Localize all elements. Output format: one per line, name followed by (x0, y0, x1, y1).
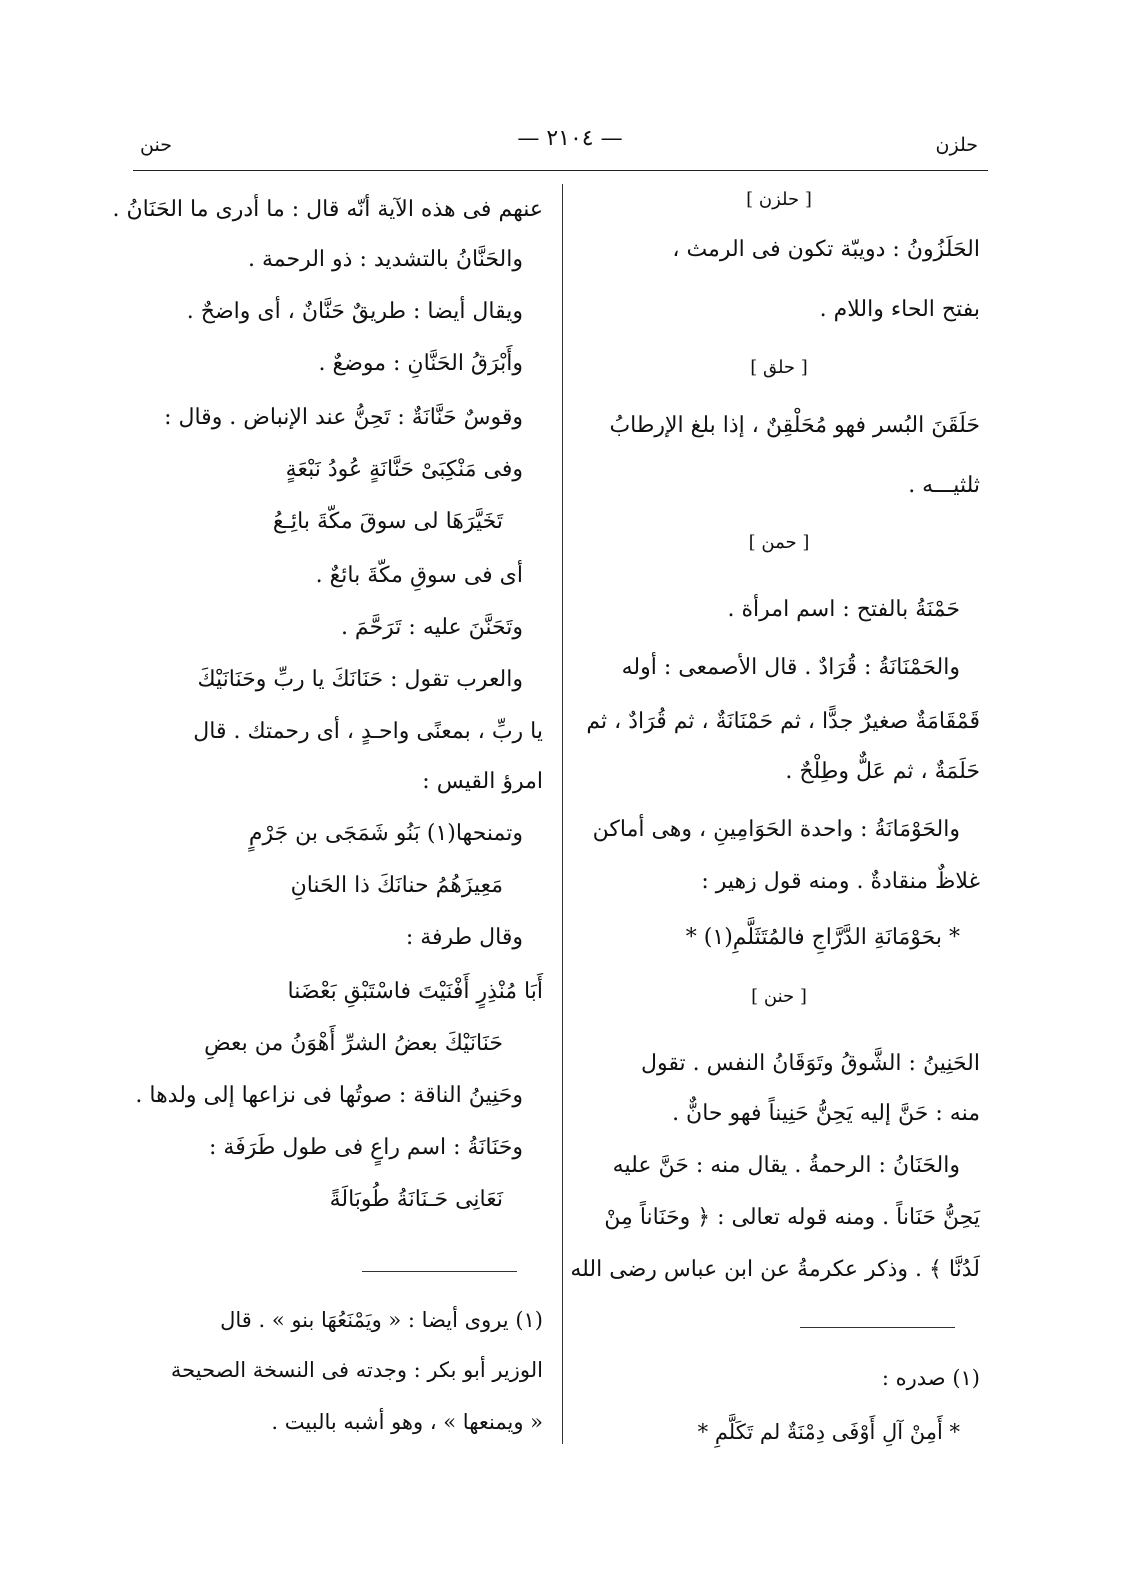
footnote-verse: * أَمِنْ آلِ أَوْفَى دِمْنَةٌ لم تَكَلَّمِ * (697, 1420, 960, 1444)
entry-heading: [ حلزن ] (746, 189, 812, 210)
text-line: وقوسٌ حَنَّانَةٌ : تَحِنُّ عند الإنباض . وقال : (164, 405, 523, 430)
verse-line: * بحَوْمَانَةِ الدَّرَّاجِ فالمُتَثَلَّمِ(١) * (685, 925, 960, 950)
text-line: والحَمْنَانَةُ : قُرَادٌ . قال الأصمعى : أوله (621, 655, 960, 680)
footnote-rule-right (800, 1327, 955, 1328)
column-separator (562, 184, 563, 1444)
text-line: الحَلَزُونُ : دويبّة تكون فى الرمث ، (672, 237, 980, 262)
text-line: وحَنِينُ الناقة : صوتُها فى نزاعها إلى ولدها . (135, 1083, 523, 1108)
text-line: ثلثيـــه . (908, 473, 980, 498)
header-entry-word-left: حنن (140, 134, 172, 156)
text-line: الحَنِينُ : الشَّوقُ وتَوَقَانُ النفس . تقول (640, 1051, 980, 1076)
verse-line: أَبَا مُنْذِرٍ أَفْنَيْتَ فاسْتَبْقِ بَعْضَنا (287, 979, 543, 1004)
text-line: غلاظٌ منقادةٌ . ومنه قول زهير : (701, 869, 980, 894)
text-line: امرؤ القيس : (422, 769, 543, 794)
footnote-line: (١) صدره : (881, 1366, 980, 1390)
entry-heading: [ حمن ] (748, 532, 810, 553)
entry-heading: [ حلق ] (750, 357, 808, 378)
verse-line: حَنَانَيْكَ بعضُ الشرِّ أَهْوَنُ من بعضِ (204, 1031, 503, 1056)
text-line: والحَنَّانُ بالتشديد : ذو الرحمة . (247, 247, 523, 272)
footnote-line: « ويمنعها » ، وهو أشبه بالبيت . (271, 1410, 543, 1434)
text-line: عنهم فى هذه الآية أنّه قال : ما أدرى ما الحَنَانُ . (112, 197, 543, 222)
page-number: — ٢١٠٤ — (517, 126, 623, 151)
verse-line: تَخَيَّرَهَا لى سوقَ مكّةَ بائِـعُ (272, 509, 503, 534)
text-line: بفتح الحاء واللام . (819, 297, 980, 322)
verse-line: مَعِيزَهُمُ حنانَكَ ذا الحَنانِ (290, 873, 503, 898)
text-line: ويقال أيضا : طريقٌ حَنَّانٌ ، أى واضحٌ . (186, 299, 523, 324)
text-line: أى فى سوقِ مكّةَ بائعٌ . (315, 563, 523, 588)
text-line: وحَنَانَةُ : اسم راعٍ فى طول طَرَفَة : (209, 1135, 523, 1160)
footnote-rule-left (362, 1271, 517, 1272)
header-entry-word-right: حلزن (935, 134, 978, 156)
text-line: حَمْنَةُ بالفتح : اسم امرأة . (727, 597, 960, 622)
text-line: وقال طرفة : (405, 925, 523, 950)
text-line: حَلَقَنَ البُسر فهو مُحَلْقِنٌ ، إذا بلغ الإرطابُ (609, 413, 980, 438)
text-line: لَدُنَّا ﴾ . وذكر عكرمةُ عن ابن عباس رضى الله (570, 1257, 980, 1282)
text-line: منه : حَنَّ إليه يَحِنُّ حَنِيناً فهو حانٌّ . (672, 1101, 980, 1126)
text-line: يا ربِّ ، بمعنًى واحـدٍ ، أى رحمتك . قال (193, 719, 543, 744)
footnote-line: (١) يروى أيضا : « ويَمْنَعُهَا بنو » . قال (220, 1308, 543, 1332)
text-line: وتَحَنَّنَ عليه : تَرَحَّمَ . (340, 615, 523, 640)
text-line: وأَبْرَقُ الحَنَّانِ : موضعٌ . (318, 351, 523, 376)
footnote-line: الوزير أبو بكر : وجدته فى النسخة الصحيحة (170, 1358, 543, 1382)
text-line: والحَوْمَانَةُ : واحدة الحَوَامِينِ ، وهى أماكن (592, 817, 960, 842)
verse-line: وتمنحها(١) بَنُو شَمَجَى بن جَرْمٍ (248, 821, 523, 846)
text-line: يَحِنُّ حَنَاناً . ومنه قوله تعالى : ﴿ وحَنَاناً مِنْ (604, 1205, 980, 1230)
verse-line: وفى مَنْكِبَىْ حَنَّانَةٍ عُودُ نَبْعَةٍ (285, 457, 523, 482)
text-line: والحَنَانُ : الرحمةُ . يقال منه : حَنَّ عليه (612, 1153, 960, 1178)
verse-line: نَعَانِى حَـنَانَةُ طُوبَالَةً (329, 1187, 503, 1212)
text-line: حَلَمَةٌ ، ثم عَلٌّ وطِلْحٌ . (785, 759, 980, 784)
text-line: قَمْقَامَةٌ صغيرٌ جدًّا ، ثم حَمْنَانَةٌ ، ثم قُرَادٌ ، ثم (586, 709, 980, 734)
entry-heading: [ حنن ] (751, 986, 807, 1007)
header-rule (133, 170, 988, 171)
text-line: والعرب تقول : حَنَانَكَ يا ربِّ وحَنَانَيْكَ (197, 667, 523, 692)
